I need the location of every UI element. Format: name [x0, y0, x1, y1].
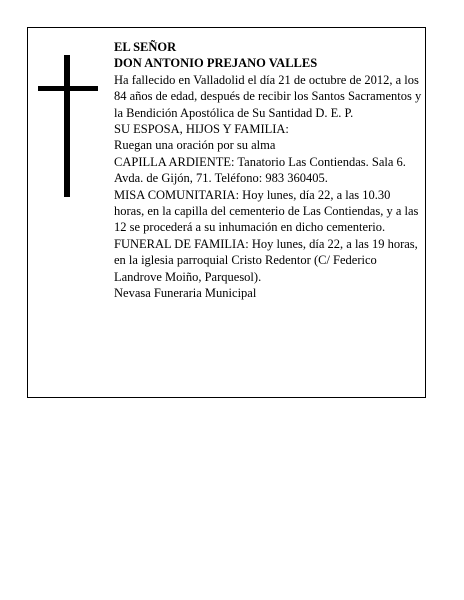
mass-info: MISA COMUNITARIA: Hoy lunes, día 22, a las 10.30 horas, en la capilla del cementerio de Las Contiendas, y a las 12 se procederá a su inhumación en dicho cementerio. — [114, 187, 419, 235]
funeral-home: Nevasa Funeraria Municipal — [114, 286, 257, 301]
deceased-name: DON ANTONIO PREJANO VALLES — [114, 56, 318, 71]
prayer-request: Ruegan una oración por su alma — [114, 138, 276, 153]
notice-body — [114, 39, 422, 302]
cross-icon — [38, 55, 98, 197]
chapel-info: CAPILLA ARDIENTE: Tanatorio Las Contiendas. Sala 6. Avda. de Gijón, 71. Teléfono: 983 360405. — [114, 154, 406, 186]
family-heading: SU ESPOSA, HIJOS Y FAMILIA: — [114, 122, 289, 137]
honorific: EL SEÑOR — [114, 40, 177, 54]
cross-vertical-bar — [64, 55, 70, 197]
death-announcement: Ha fallecido en Valladolid el día 21 de octubre de 2012, a los 84 años de edad, después de recibir los Santos Sacramentos y la Bendición Apostólica de Su Santidad D. E. P. — [114, 72, 422, 120]
cross-horizontal-bar — [38, 86, 98, 91]
funeral-info: FUNERAL DE FAMILIA: Hoy lunes, día 22, a las 19 horas, en la iglesia parroquial Cristo Redentor (C/ Federico Landrove Moiño, Parquesol). — [114, 236, 418, 284]
